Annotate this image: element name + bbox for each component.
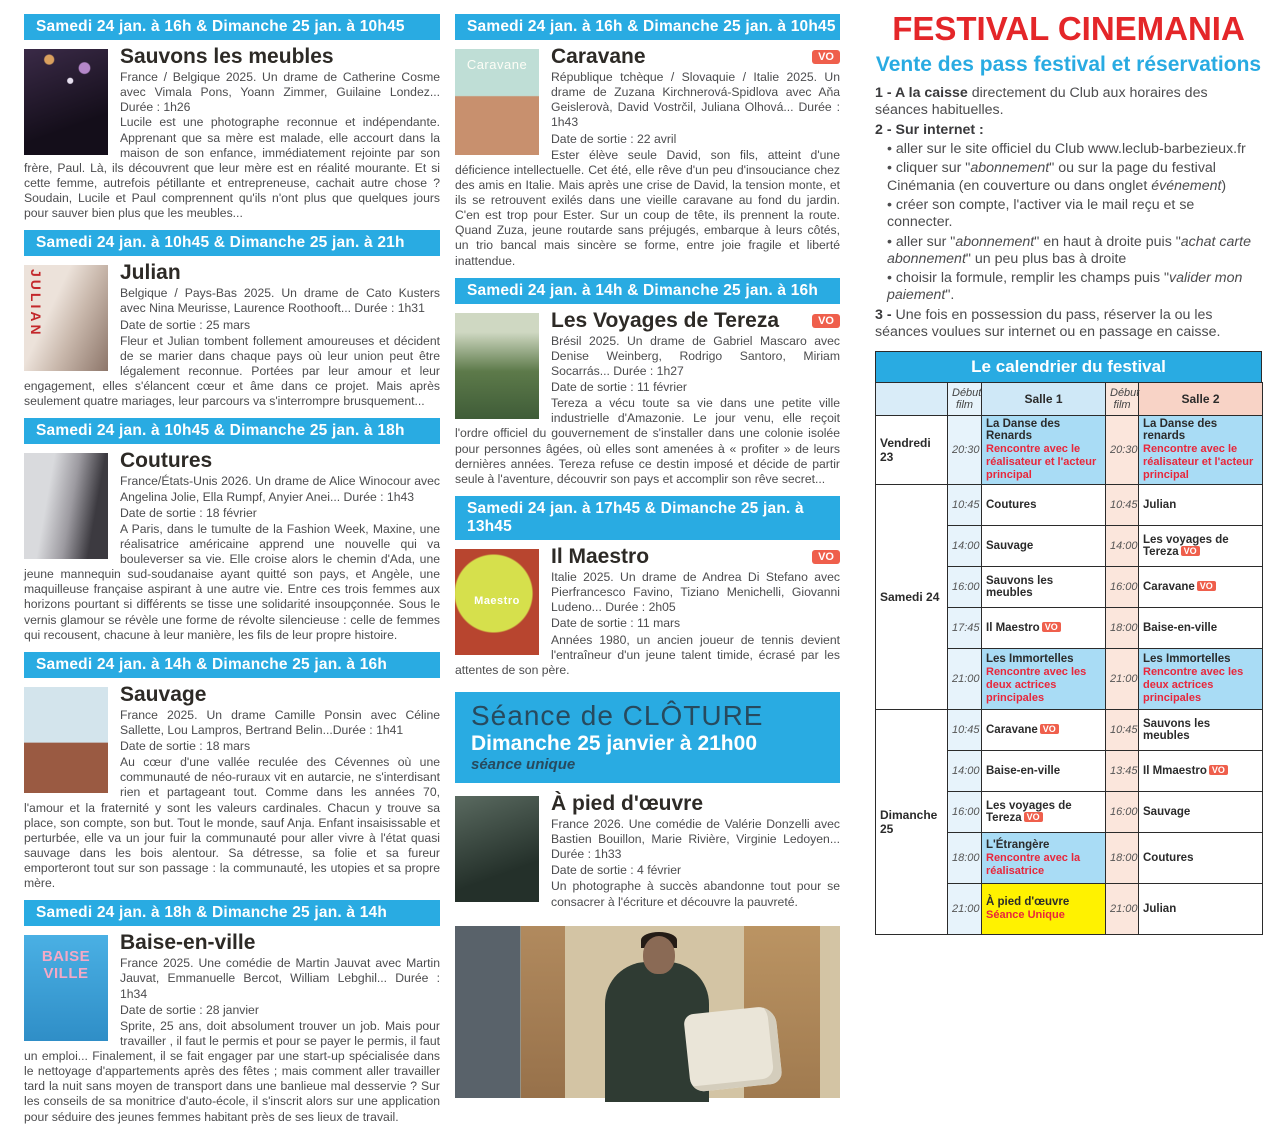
film-credits: France 2026. Une comédie de Valérie Donzelli avec Bastien Bouillon, Marie Rivière, Virginie Ledoyen... Durée : 1h33	[551, 816, 840, 862]
calendar-screening-cell	[982, 526, 1106, 567]
closing-session-date: Dimanche 25 janvier à 21h00	[471, 731, 757, 755]
film-title: À pied d'œuvre	[551, 791, 704, 815]
vo-badge: VO	[1181, 546, 1200, 556]
calendar-screening-cell	[1139, 567, 1263, 608]
calendar-screening-cell	[1139, 833, 1263, 884]
film-title: Baise-en-ville	[120, 931, 256, 955]
film-release-date: Date de sortie : 11 février	[551, 380, 687, 395]
screening-title: Coutures	[1143, 852, 1194, 865]
film-card	[455, 793, 840, 910]
film-description: Années 1980, un ancien joueur de tennis devient l'entraîneur d'un jeune talent timide, écrasé par les attentes de son père.	[455, 632, 840, 677]
film-credits: France 2025. Un drame Camille Ponsin avec Céline Sallette, Lou Lampros, Bertrand Belin...Durée : 1h41	[120, 707, 440, 737]
calendar-header-day	[876, 383, 948, 416]
calendar-time-cell: 21:00	[948, 649, 982, 710]
calendar-header-salle-1: Salle 1	[982, 383, 1106, 416]
film-title: Coutures	[120, 449, 213, 473]
calendar-screening-cell	[1139, 526, 1263, 567]
screening-title: Baise-en-ville	[1143, 622, 1218, 635]
calendar-time-cell: 18:00	[1106, 833, 1139, 884]
calendar-day-cell: Dimanche 25	[876, 710, 948, 935]
film-card	[24, 418, 440, 642]
film-release-date: Date de sortie : 28 janvier	[120, 1002, 259, 1017]
calendar-day-cell: Samedi 24	[876, 485, 948, 710]
film-title: Sauvons les meubles	[120, 45, 334, 68]
film-credits: France/États-Unis 2026. Un drame de Alice Winocour avec Angelina Jolie, Ella Rumpf, Anyier Anei... Durée : 1h43	[120, 474, 440, 504]
film-description: Au cœur d'une vallée reculée des Cévennes où une communauté de néo-ruraux vit en autarcie, ne s'interdisant rien et partageant tout. Comme dans les années 70, l'amour et la fraternité y sont les valeurs cardinales. Chacun y trouve sa place, son compte, son but. Tout le monde, sauf Anja. Enfant insaisissable et perturbée, elle va un jour fuir la communauté pour aller vivre à l'état quasi sauvage dans les bois alentour. Sa détresse, sa folie et sa fureur emporteront tout sur son passage : la communauté, les utopies et sa propre mère.	[24, 755, 440, 891]
screening-title: Sauvage	[986, 540, 1034, 553]
film-poster	[455, 796, 539, 902]
calendar-time-cell: 16:00	[1106, 567, 1139, 608]
screening-title: Sauvage	[1143, 806, 1191, 819]
film-poster	[455, 49, 539, 155]
calendar-screening-cell	[1139, 710, 1263, 751]
screening-title: À pied d'œuvre	[986, 896, 1070, 909]
calendar-screening-cell	[1139, 751, 1263, 792]
film-credits: République tchèque / Slovaquie / Italie 2025. Un drame de Zuzana Kirchnerová-Spidlova avec Aňa Geislerovà, David Vostrčil, Juliana Olhová... Durée : 1h43	[551, 70, 840, 130]
info-column	[875, 0, 1262, 922]
calendar-time-cell: 16:00	[948, 567, 982, 608]
screening-title: La Danse des Renards	[986, 418, 1061, 443]
film-release-date: Date de sortie : 4 février	[551, 863, 682, 878]
left-film-column	[24, 0, 440, 1124]
poster-title-text: Maestro	[474, 594, 520, 607]
calendar-screening-cell	[1139, 608, 1263, 649]
film-card	[455, 14, 840, 269]
poster-title-text: BAISE VILLE	[41, 948, 91, 982]
calendar-time-cell: 13:45	[1106, 751, 1139, 792]
film-credits: Brésil 2025. Un drame de Gabriel Mascaro avec Denise Weinberg, Rodrigo Santoro, Miriam Socarrás... Durée : 1h27	[551, 333, 840, 378]
film-credits: Italie 2025. Un drame de Andrea Di Stefano avec Pierfrancesco Favino, Tiziano Menichelli, Giovanni Ludeno... Durée : 2h05	[551, 570, 840, 615]
screening-note: Rencontre avec les deux actrices principales	[1143, 666, 1244, 705]
calendar-day-cell: Vendredi 23	[876, 416, 948, 485]
session-times-bar: Samedi 24 jan. à 10h45 & Dimanche 25 jan. à 21h	[24, 230, 440, 256]
screening-title: Sauvons les meubles	[986, 575, 1054, 600]
screening-title: Sauvons les meubles	[1143, 718, 1211, 743]
calendar-time-cell: 16:00	[948, 792, 982, 833]
instruction-paragraph: 2 - Sur internet :	[875, 121, 984, 138]
calendar-screening-cell	[982, 649, 1106, 710]
film-description: A Paris, dans le tumulte de la Fashion Week, Maxine, une réalisatrice américaine apprend une nouvelle qui va bouleverser sa vie. Elle croise alors le chemin d'Ada, une jeune mannequin sud-soudanaise ayant quitté son pays, et Angèle, une maquilleuse française aspirant à une autre vie. Entre ces trois femmes aux horizons pourtant si différents se tisse une solidarité insoupçonnée. Sous le vernis glamour se révèle une forme de révolte silencieuse : celle de femmes qui recousent, chacune à leur manière, les fils de leur propre histoire.	[24, 521, 440, 642]
film-poster	[455, 313, 539, 419]
instruction-paragraph: • aller sur le site officiel du Club www.leclub-barbezieux.fr	[887, 140, 1246, 157]
middle-film-column	[455, 0, 840, 909]
film-poster	[24, 687, 108, 793]
calendar-title: Le calendrier du festival	[875, 351, 1262, 382]
vo-badge: VO	[1040, 724, 1059, 734]
film-card	[455, 278, 840, 487]
calendar-time-cell: 16:00	[1106, 792, 1139, 833]
screening-note: Rencontre avec le réalisateur et l'acteur principal	[1143, 443, 1254, 482]
calendar-screening-cell	[982, 751, 1106, 792]
calendar-screening-cell	[982, 416, 1106, 485]
instruction-paragraph: • créer son compte, l'activer via le mail reçu et se connecter.	[887, 196, 1195, 231]
calendar-header-debut-2: Début film	[1106, 383, 1139, 416]
session-times-bar: Samedi 24 jan. à 14h & Dimanche 25 jan. à 16h	[455, 278, 840, 304]
poster-title-text: Caravane	[466, 57, 528, 72]
film-credits: France 2025. Une comédie de Martin Jauvat avec Martin Jauvat, Emmanuelle Bercot, William Lebghil... Durée : 1h34	[120, 956, 440, 1001]
page-title: FESTIVAL CINEMANIA	[892, 10, 1245, 47]
vo-badge: VO	[812, 314, 840, 328]
screening-title: Il Maestro	[986, 622, 1040, 635]
film-poster	[24, 265, 108, 371]
screening-title: L'Étrangère	[986, 838, 1050, 851]
calendar-screening-cell	[982, 710, 1106, 751]
screening-title: Coutures	[986, 499, 1037, 512]
film-card	[24, 900, 440, 1124]
calendar-screening-cell	[982, 567, 1106, 608]
session-times-bar: Samedi 24 jan. à 16h & Dimanche 25 jan. à 10h45	[24, 14, 440, 40]
instruction-paragraph: 3 - Une fois en possession du pass, réserver la ou les séances voulues sur internet ou en passage en caisse.	[875, 306, 1221, 341]
film-credits: Belgique / Pays-Bas 2025. Un drame de Cato Kusters avec Nina Meurisse, Laurence Roothooft... Durée : 1h31	[120, 286, 440, 316]
calendar-time-cell: 21:00	[1106, 649, 1139, 710]
calendar-table	[875, 382, 1263, 935]
session-times-bar: Samedi 24 jan. à 17h45 & Dimanche 25 jan. à 13h45	[455, 496, 840, 540]
calendar-header-salle-2: Salle 2	[1139, 383, 1263, 416]
screening-note: Rencontre avec la réalisatrice	[986, 851, 1081, 877]
film-title: Caravane	[551, 45, 646, 68]
calendar-row	[876, 485, 1263, 526]
film-description: Sprite, 25 ans, doit absolument trouver un job. Mais pour travailler , il faut le permis et pour se payer le permis, il faut un emploi... Finalement, il se fait engager par une start-up spécialisée dans le nettoyage d'appartements après des fêtes ; mais comment aller travailler tard la nuit sans moyen de transport dans une banlieue mal desservie ? Sur les conseils de sa monitrice d'auto-école, il s'inscrit alors sur une application pour séduire des jeunes femmes habitant près de ses lieux de travail.	[24, 1018, 440, 1124]
film-poster	[24, 453, 108, 559]
calendar-screening-cell	[982, 608, 1106, 649]
film-description: Tereza a vécu toute sa vie dans une petite ville industrielle d'Amazonie. Le jour venu, elle reçoit l'ordre officiel du gouvernement de s'installer dans une colonie isolée pour personnes âgées, où elles sont amenées à « profiter » de leurs dernières années. Tereza refuse ce destin imposé et décide de partir seule à l'aventure, découvrir son pays et accomplir son rêve secret...	[455, 396, 840, 486]
calendar-screening-cell	[1139, 485, 1263, 526]
calendar-time-cell: 21:00	[1106, 884, 1139, 935]
calendar-screening-cell	[1139, 416, 1263, 485]
vo-badge: VO	[1197, 581, 1216, 591]
film-description: Ester élève seule David, son fils, atteint d'une déficience intellectuelle. Cet été, elle rêve d'un peu d'insouciance chez des amis en Italie. Mais après une crise de David, la tension monte, et ils se retrouvent exilés dans une vieille caravane au fond du jardin. C'en est trop pour Ester. Sur un coup de tête, ils prennent la route. Quand Zuza, jeune routarde sans préjugés, embarque à leurs côtés, un trio bancal mais sincère se forme, entre joie fragile et liberté inattendue.	[455, 147, 840, 268]
film-description: Lucile est une photographe reconnue et indépendante. Apprenant que sa mère est malade, elle accourt dans la maison de son enfance, immédiatement rejointe par son frère, Paul. Là, ils découvrent que leur mère est en réalité mourante. Et si cette femme, autrefois pétillante et entrepreneuse, cachait autre chose ? Soudain, Lucile et Paul comprennent qu'ils n'ont plus que quelques jours pour sauver bien plus que les meubles...	[24, 115, 440, 221]
screening-title: Il Mmaestro	[1143, 765, 1207, 778]
screening-title: Caravane	[1143, 581, 1195, 594]
film-title: Les Voyages de Tereza	[551, 308, 779, 332]
instruction-paragraph: 1 - A la caisse directement du Club aux horaires des séances habituelles.	[875, 85, 1208, 119]
calendar-time-cell: 18:00	[948, 833, 982, 884]
film-card	[24, 652, 440, 892]
calendar-time-cell: 17:45	[948, 608, 982, 649]
film-poster	[24, 935, 108, 1041]
instruction-paragraph: • aller sur "abonnement" en haut à droite puis "achat carte abonnement" un peu plus bas à droite	[887, 233, 1251, 267]
vo-badge: VO	[1209, 765, 1228, 775]
vo-badge: VO	[812, 550, 840, 564]
calendar-header-debut-1: Début film	[948, 383, 982, 416]
film-description: Un photographe à succès abandonne tout pour se consacrer à l'écriture et découvre la pauvreté.	[551, 879, 840, 909]
calendar-time-cell: 20:30	[948, 416, 982, 485]
closing-session-title: Séance de CLÔTURE	[471, 699, 764, 731]
film-release-date: Date de sortie : 18 février	[120, 505, 257, 520]
calendar-row	[876, 416, 1263, 485]
film-release-date: Date de sortie : 22 avril	[551, 131, 677, 146]
poster-title-text: JULIAN	[28, 269, 44, 338]
screening-note: Séance Unique	[986, 909, 1065, 922]
calendar-screening-cell	[982, 485, 1106, 526]
session-times-bar: Samedi 24 jan. à 10h45 & Dimanche 25 jan. à 18h	[24, 418, 440, 444]
calendar-time-cell: 14:00	[948, 751, 982, 792]
a-pied-d-oeuvre-still-photo	[455, 926, 840, 1098]
calendar-screening-cell	[982, 792, 1106, 833]
closing-session-note: séance unique	[471, 755, 576, 773]
calendar-time-cell: 10:45	[948, 485, 982, 526]
calendar-screening-cell	[1139, 884, 1263, 935]
vo-badge: VO	[1042, 622, 1061, 632]
film-card	[455, 496, 840, 678]
film-poster	[24, 49, 108, 155]
session-times-bar: Samedi 24 jan. à 18h & Dimanche 25 jan. à 14h	[24, 900, 440, 926]
film-description: Fleur et Julian tombent follement amoureuses et décident de se marier dans chaque pays où leur union peut être légalement reconnue. Portées par leur amour et leur engagement, elles s'élancent cœur et âme dans ce projet. Mais après seulement quatre mariages, leur parcours va s'interrompre brusquement...	[24, 333, 440, 409]
screening-title: Julian	[1143, 903, 1177, 916]
instruction-paragraph: • choisir la formule, remplir les champs puis "valider mon paiement".	[887, 270, 1243, 304]
screening-note: Rencontre avec les deux actrices principales	[986, 666, 1087, 705]
screening-title: Julian	[1143, 499, 1177, 512]
calendar-time-cell: 14:00	[1106, 526, 1139, 567]
film-release-date: Date de sortie : 18 mars	[120, 739, 251, 754]
film-title: Il Maestro	[551, 544, 650, 568]
film-release-date: Date de sortie : 25 mars	[120, 317, 251, 332]
calendar-time-cell: 10:45	[948, 710, 982, 751]
calendar-time-cell: 20:30	[1106, 416, 1139, 485]
instruction-paragraph: • cliquer sur "abonnement" ou sur la page du festival Cinémania (en couverture ou dans onglet événement)	[887, 160, 1227, 194]
film-credits: France / Belgique 2025. Un drame de Catherine Cosme avec Vimala Pons, Yoann Zimmer, Guilaine Londez... Durée : 1h26	[120, 70, 440, 115]
calendar-screening-cell	[982, 884, 1106, 935]
film-title: Julian	[120, 261, 181, 285]
calendar-time-cell: 10:45	[1106, 485, 1139, 526]
screening-title: Les voyages de Tereza	[1143, 534, 1229, 559]
screening-title: Les voyages de Tereza	[986, 800, 1072, 825]
calendar-time-cell: 10:45	[1106, 710, 1139, 751]
calendar-time-cell: 21:00	[948, 884, 982, 935]
white-bag	[683, 1005, 783, 1092]
screening-title: Caravane	[986, 724, 1038, 737]
calendar-screening-cell	[1139, 792, 1263, 833]
film-poster	[455, 549, 539, 655]
screening-title: Baise-en-ville	[986, 765, 1061, 778]
screening-note: Rencontre avec le réalisateur et l'acteur principal	[986, 443, 1097, 482]
screening-title: La Danse des renards	[1143, 418, 1218, 443]
vo-badge: VO	[1024, 812, 1043, 822]
page-subtitle: Vente des pass festival et réservations	[875, 53, 1262, 76]
session-times-bar: Samedi 24 jan. à 14h & Dimanche 25 jan. à 16h	[24, 652, 440, 678]
screening-title: Les Immortelles	[1143, 653, 1231, 666]
calendar-row	[876, 710, 1263, 751]
closing-session-banner	[455, 692, 840, 783]
session-times-bar: Samedi 24 jan. à 16h & Dimanche 25 jan. à 10h45	[455, 14, 840, 40]
film-card	[24, 14, 440, 221]
vo-badge: VO	[812, 50, 840, 64]
wood-beam	[521, 926, 565, 1098]
screening-title: Les Immortelles	[986, 653, 1074, 666]
calendar-time-cell: 14:00	[948, 526, 982, 567]
calendar-screening-cell	[982, 833, 1106, 884]
calendar-screening-cell	[1139, 649, 1263, 710]
film-release-date: Date de sortie : 11 mars	[551, 616, 681, 631]
film-title: Sauvage	[120, 682, 207, 706]
calendar-time-cell: 18:00	[1106, 608, 1139, 649]
film-card	[24, 230, 440, 409]
man-head	[643, 936, 675, 974]
